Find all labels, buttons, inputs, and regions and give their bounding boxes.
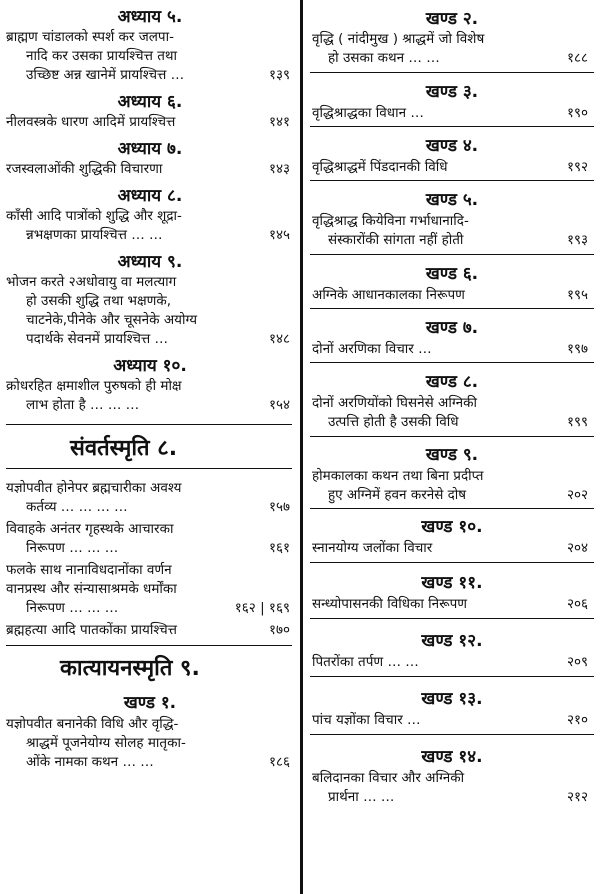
divider-rule xyxy=(310,618,594,619)
page-number: १५४ xyxy=(268,397,290,413)
entry-line: अग्निके आधानकालका निरूपण xyxy=(312,287,465,303)
section-heading: खण्ड १४. xyxy=(421,747,483,767)
page-number: १८८ xyxy=(566,50,588,66)
entry-line: निरूपण … … … xyxy=(26,600,119,616)
entry-line: यज्ञोपवीत बनानेकी विधि और वृद्धि- xyxy=(6,716,179,732)
entry-line: दोनों अरणिका विचार … xyxy=(312,341,432,357)
entry-line: ब्रह्महत्या आदि पातकोंका प्रायश्चित्त xyxy=(6,622,177,638)
page-number: २१२ xyxy=(566,789,588,805)
page-number: २०९ xyxy=(566,654,588,670)
page-number: १९३ xyxy=(566,232,588,248)
entry-line: रजस्वलाओंकी शुद्धिकी विचारणा xyxy=(6,161,163,177)
entry-line: पांच यज्ञोंका विचार … xyxy=(312,712,421,728)
divider-rule xyxy=(6,645,292,646)
divider-rule xyxy=(310,308,594,309)
entry-line: दोनों अरणियोंको घिसनेसे अग्निकी xyxy=(312,395,477,411)
section-heading: अध्याय १०. xyxy=(113,356,187,376)
page-number: १४३ xyxy=(268,161,290,177)
section-heading: खण्ड २. xyxy=(425,9,479,29)
page-number: १४५ xyxy=(268,227,290,243)
entry-line: हुए अग्निमें हवन करनेसे दोष xyxy=(328,487,467,503)
section-heading: खण्ड ६. xyxy=(425,264,479,284)
divider-rule xyxy=(6,468,292,469)
section-heading: खण्ड ५. xyxy=(425,190,479,210)
entry-line: वृद्धिश्राद्ध कियेविना गर्भाधानादि- xyxy=(312,213,469,229)
entry-line: न्नभक्षणका प्रायश्चित्त … … xyxy=(26,227,163,243)
entry-line: वृद्धिश्राद्धमें पिंडदानकी विधि xyxy=(312,159,448,175)
entry-line: चाटनेके,पीनेके और चूसनेके अयोग्य xyxy=(26,312,198,328)
section-heading: खण्ड ८. xyxy=(425,372,479,392)
page-number: १४१ xyxy=(268,114,290,130)
entry-line: सन्ध्योपासनकी विधिका निरूपण xyxy=(312,596,468,612)
page-number: १९७ xyxy=(566,341,588,357)
section-heading: अध्याय ८. xyxy=(117,186,183,206)
entry-line: लाभ होता है … … … xyxy=(26,397,140,413)
entry-line: नीलवस्त्रके धारण आदिमें प्रायश्चित्त xyxy=(6,114,176,130)
samvarta-smriti-title: संवर्तस्मृति ८. xyxy=(70,436,178,461)
entry-line: उच्छिष्ट अन्न खानेमें प्रायश्चित्त … xyxy=(26,67,185,83)
entry-line: वृद्धिश्राद्धका विधान … xyxy=(312,105,424,121)
page-number: १६१ xyxy=(268,540,290,556)
entry-line: विवाहके अनंतर गृहस्थके आचारका xyxy=(6,521,174,537)
section-heading: खण्ड ९. xyxy=(425,445,479,465)
divider-rule xyxy=(310,562,594,563)
entry-line: ब्राह्मण चांडालको स्पर्श कर जलपा- xyxy=(6,29,174,45)
divider-rule xyxy=(310,362,594,363)
section-heading: खण्ड १०. xyxy=(421,517,483,537)
column-divider xyxy=(300,0,303,894)
section-heading: खण्ड १३. xyxy=(421,689,483,709)
page-number: १९२ xyxy=(566,159,588,175)
right-column xyxy=(304,0,600,894)
page-number: २०६ xyxy=(566,596,588,612)
entry-line: वानप्रस्थ और संन्यासाश्रमके धर्मोंका xyxy=(6,581,177,597)
page-number: १७० xyxy=(268,622,290,638)
section-heading: खण्ड १. xyxy=(123,693,177,713)
divider-rule xyxy=(310,72,594,73)
divider-rule xyxy=(310,254,594,255)
divider-rule xyxy=(310,508,594,509)
entry-line: कर्तव्य … … … … xyxy=(26,499,128,515)
entry-line: फलके साथ नानाविधदानोंका वर्णन xyxy=(6,562,172,578)
page-number: १९९ xyxy=(566,414,588,430)
page-number: २१० xyxy=(566,712,588,728)
section-heading: अध्याय ६. xyxy=(117,92,183,112)
entry-line: हो उसका कथन … … xyxy=(328,50,440,66)
katyayana-smriti-title: कात्यायनस्मृति ९. xyxy=(60,656,200,681)
entry-line: काँसी आदि पात्रोंको शुद्धि और शूद्रा- xyxy=(6,208,182,224)
entry-line: वृद्धि ( नांदीमुख ) श्राद्धमें जो विशेष xyxy=(312,31,485,47)
page-number: १४८ xyxy=(268,331,290,347)
entry-line: स्नानयोग्य जलोंका विचार xyxy=(312,540,433,556)
entry-line: नादि कर उसका प्रायश्चित्त तथा xyxy=(26,48,178,64)
page-number: १९० xyxy=(566,105,588,121)
entry-line: पदार्थके सेवनमें प्रायश्चित्त … xyxy=(26,331,169,347)
divider-rule xyxy=(310,676,594,677)
section-heading: अध्याय ७. xyxy=(117,139,183,159)
section-heading: अध्याय ५. xyxy=(117,7,183,27)
entry-line: क्रोधरहित क्षमाशील पुरुषको ही मोक्ष xyxy=(6,378,182,394)
section-heading: खण्ड ११. xyxy=(421,573,483,593)
section-heading: खण्ड ४. xyxy=(425,136,479,156)
entry-line: ओंके नामका कथन … … xyxy=(26,754,154,770)
entry-line: बलिदानका विचार और अग्निकी xyxy=(312,770,465,786)
page-number: १९५ xyxy=(566,287,588,303)
section-heading: खण्ड ७. xyxy=(425,318,479,338)
entry-line: होमकालका कथन तथा बिना प्रदीप्त xyxy=(312,468,484,484)
entry-line: भोजन करते २अधोवायु वा मलत्याग xyxy=(6,274,177,290)
page-number: १३९ xyxy=(268,67,290,83)
section-heading: खण्ड १२. xyxy=(421,631,483,651)
entry-line: निरूपण … … … xyxy=(26,540,119,556)
page-number: २०४ xyxy=(566,540,588,556)
entry-line: पितरोंका तर्पण … … xyxy=(312,654,419,670)
divider-rule xyxy=(310,180,594,181)
entry-line: उत्पत्ति होती है उसकी विधि xyxy=(328,414,459,430)
entry-line: यज्ञोपवीत होनेपर ब्रह्मचारीका अवश्य xyxy=(6,480,182,496)
entry-line: प्रार्थना … … xyxy=(328,789,395,805)
page-number: १८६ xyxy=(268,754,290,770)
divider-rule xyxy=(6,424,292,425)
page-number: २०२ xyxy=(566,487,588,503)
divider-rule xyxy=(310,126,594,127)
section-heading: अध्याय ९. xyxy=(117,252,183,272)
entry-line: हो उसकी शुद्धि तथा भक्षणके, xyxy=(26,293,172,309)
page-number: १५७ xyxy=(268,499,290,515)
divider-rule xyxy=(310,436,594,437)
page-number: १६२ | १६९ xyxy=(234,600,290,616)
entry-line: श्राद्धमें पूजनेयोग्य सोलह मातृका- xyxy=(26,735,186,751)
section-heading: खण्ड ३. xyxy=(425,82,479,102)
entry-line: संस्कारोंकी सांगता नहीं होती xyxy=(328,232,464,248)
divider-rule xyxy=(310,734,594,735)
